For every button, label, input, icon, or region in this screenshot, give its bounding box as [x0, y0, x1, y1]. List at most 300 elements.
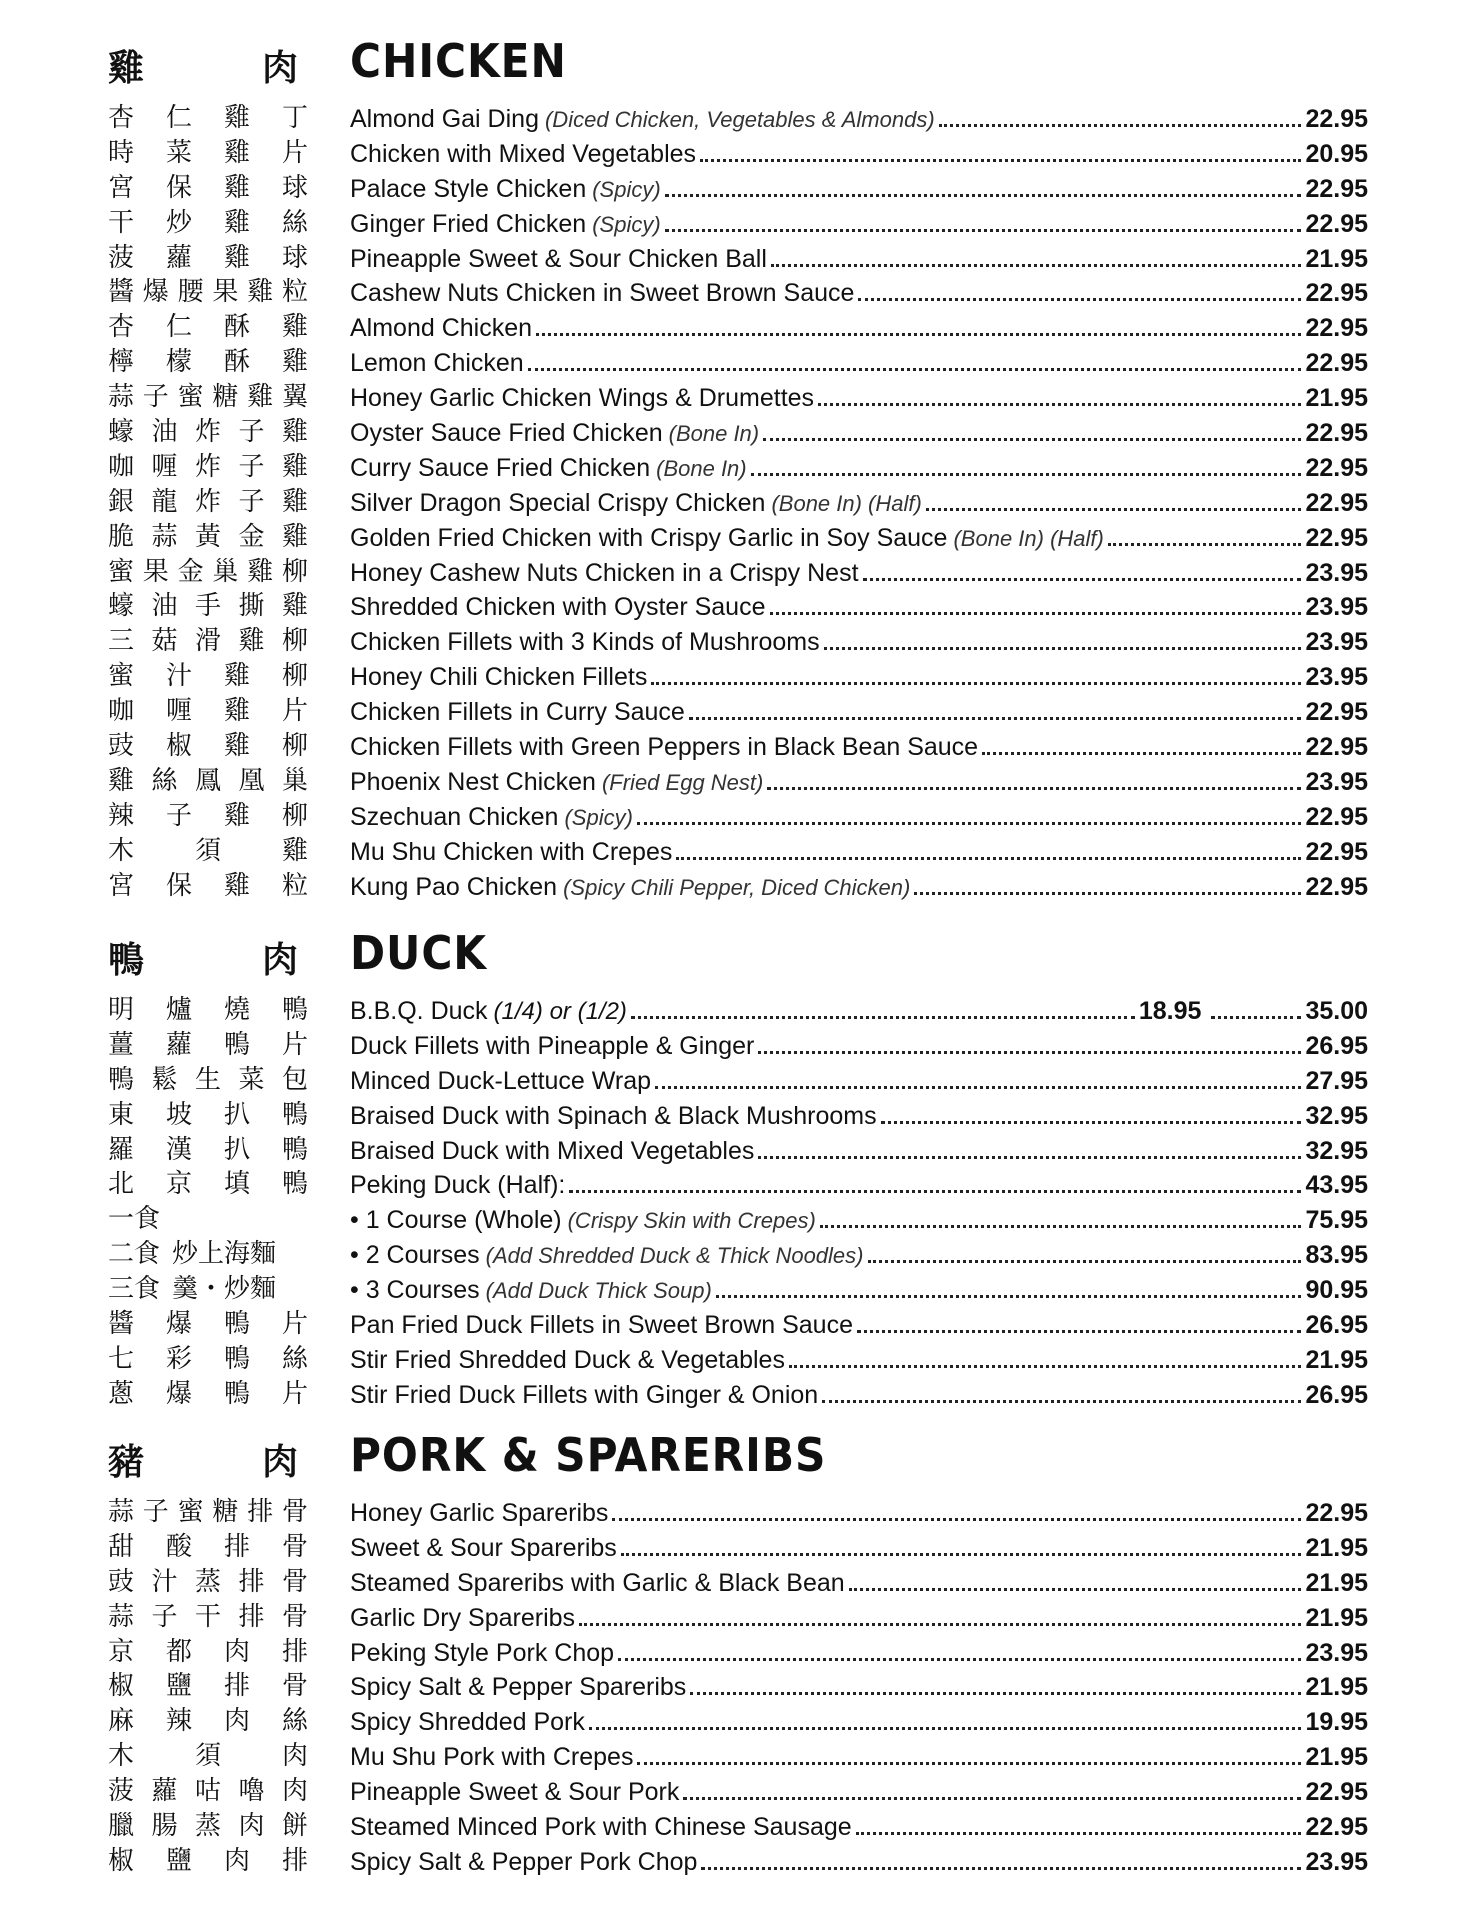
- list-item: [0, 1738, 1484, 1773]
- zh-char: 蒜: [108, 1497, 135, 1527]
- item-note: (Bone In) (Half): [953, 525, 1104, 551]
- item-note: (1/4) or (1/2): [493, 998, 627, 1025]
- list-item: [0, 693, 1484, 728]
- zh-char: 排: [238, 1601, 265, 1632]
- leader-dots: [926, 508, 1302, 511]
- item-price: 20.95: [1305, 139, 1368, 168]
- zh-char: 保: [165, 870, 192, 901]
- leader-dots: [655, 1086, 1301, 1089]
- item-en: [350, 139, 1368, 169]
- zh-char: 絲: [151, 765, 178, 796]
- item-name: B.B.Q. Duck: [350, 997, 488, 1025]
- zh-char: 雞: [223, 661, 250, 692]
- item-en: [350, 1310, 1368, 1340]
- item-note: (Fried Egg Nest): [601, 769, 764, 795]
- item-en: [350, 1380, 1368, 1410]
- item-note: (Bone In): [668, 421, 760, 447]
- zh-char: 糖: [212, 1497, 239, 1527]
- zh-char: 肉: [223, 1706, 250, 1737]
- list-item: [0, 992, 1484, 1027]
- zh-char: 鴨: [108, 1064, 135, 1095]
- item-name: Kung Pao Chicken: [350, 872, 558, 901]
- item-name: Golden Fried Chicken with Crispy Garlic in Soy Sauce: [350, 523, 948, 552]
- item-price: 23.95: [1305, 663, 1368, 692]
- zh-char: 子: [238, 417, 265, 448]
- chicken-zh-title-char: 肉: [261, 47, 298, 89]
- zh-char: 甜: [108, 1531, 135, 1562]
- item-price: 22.95: [1305, 733, 1368, 762]
- zh-char: 肉: [223, 1845, 250, 1876]
- list-item: [0, 554, 1484, 589]
- item-name: Garlic Dry Spareribs: [350, 1603, 576, 1632]
- zh-char: 油: [151, 417, 178, 448]
- zh-char: 菜: [238, 1064, 265, 1095]
- zh-char: 銀: [108, 486, 135, 517]
- zh-char: 骨: [281, 1601, 308, 1632]
- zh-char: 果: [142, 556, 169, 587]
- list-item: [0, 379, 1484, 414]
- item-name: Stir Fried Shredded Duck & Vegetables: [350, 1345, 785, 1374]
- list-item: [0, 1271, 1484, 1306]
- item-en: [350, 1205, 1368, 1236]
- zh-char: 椒: [108, 1845, 135, 1876]
- zh-char: 片: [281, 1378, 308, 1409]
- zh-char: 臘: [108, 1811, 135, 1842]
- zh-char: 雞: [247, 382, 274, 413]
- zh-char: 絲: [281, 1706, 308, 1737]
- zh-char: 酸: [165, 1531, 192, 1562]
- leader-dots: [579, 1623, 1301, 1626]
- zh-char: 雞: [281, 451, 308, 482]
- item-en: [350, 1170, 1368, 1200]
- zh-char: 二食: [108, 1239, 161, 1270]
- zh-char: 柳: [281, 800, 308, 831]
- item-zh-name: [108, 138, 308, 168]
- item-name: • 2 Courses: [350, 1241, 480, 1270]
- list-item: [0, 240, 1484, 275]
- zh-char: 金: [238, 521, 265, 552]
- item-zh-name: [108, 1065, 308, 1095]
- chicken-list: [0, 100, 1484, 902]
- zh-char: 京: [108, 1636, 135, 1667]
- item-price: 21.95: [1305, 1568, 1368, 1597]
- item-zh-name: [108, 626, 308, 656]
- zh-char: 爆: [165, 1378, 192, 1409]
- zh-char: 蜜: [177, 382, 204, 413]
- item-zh-name: [108, 661, 308, 691]
- item-price: 22.95: [1305, 419, 1368, 448]
- zh-char: 仁: [165, 312, 192, 343]
- zh-char: 七: [108, 1343, 135, 1374]
- item-price-half: 35.00: [1305, 997, 1368, 1025]
- zh-char: 排: [223, 1671, 250, 1702]
- item-price: 22.95: [1305, 698, 1368, 727]
- item-price: 23.95: [1305, 767, 1368, 796]
- duck-items: [0, 1027, 1484, 1411]
- item-en: [350, 872, 1368, 903]
- list-item: [0, 588, 1484, 623]
- list-item: [0, 1808, 1484, 1843]
- zh-char: 雞: [281, 486, 308, 517]
- list-item: [0, 1376, 1484, 1411]
- zh-char: 片: [281, 1309, 308, 1340]
- leader-dots: [822, 1400, 1301, 1403]
- zh-char: 肉: [281, 1741, 308, 1772]
- zh-char: 菇: [151, 626, 178, 657]
- item-price: 21.95: [1305, 384, 1368, 413]
- zh-char: 柳: [281, 556, 308, 587]
- item-zh-name: [108, 1741, 308, 1771]
- item-en: [350, 523, 1368, 554]
- item-name: Pan Fried Duck Fillets in Sweet Brown Sauce: [350, 1311, 853, 1340]
- zh-char: 汁: [165, 661, 192, 692]
- item-name: Chicken Fillets with 3 Kinds of Mushrooms: [350, 628, 820, 657]
- item-name: Szechuan Chicken: [350, 802, 559, 831]
- zh-char: 菠: [108, 1776, 135, 1807]
- leader-dots: [631, 1016, 1135, 1019]
- leader-dots: [689, 717, 1302, 720]
- pork-list: [0, 1494, 1484, 1878]
- zh-char: 黃: [194, 521, 221, 552]
- zh-char: 喱: [165, 696, 192, 727]
- list-item: [0, 170, 1484, 205]
- zh-char: 蒜: [108, 382, 135, 413]
- leader-dots: [637, 822, 1302, 825]
- zh-char: 蘿: [165, 1029, 192, 1060]
- zh-char: 醬: [108, 277, 135, 308]
- item-en: [350, 1847, 1368, 1877]
- zh-char: 雞: [281, 347, 308, 378]
- zh-char: 凰: [238, 765, 265, 796]
- item-name: Sweet & Sour Spareribs: [350, 1533, 617, 1562]
- item-en: [350, 174, 1368, 205]
- item-zh-name: [108, 312, 308, 342]
- item-en: [350, 1136, 1368, 1166]
- zh-char: 北: [108, 1169, 135, 1200]
- zh-char: 蔥: [108, 1378, 135, 1409]
- item-name: Steamed Spareribs with Garlic & Black Bean: [350, 1568, 845, 1597]
- leader-dots: [763, 438, 1301, 441]
- item-name: Spicy Salt & Pepper Pork Chop: [350, 1847, 698, 1876]
- zh-char: 鴨: [281, 1134, 308, 1165]
- chicken-zh-title: [108, 40, 298, 91]
- zh-char: 腰: [177, 277, 204, 308]
- zh-char: 蜜: [108, 556, 135, 587]
- zh-char: 雞: [281, 312, 308, 343]
- leader-dots: [881, 1121, 1302, 1124]
- list-item: [0, 623, 1484, 658]
- item-name: Braised Duck with Spinach & Black Mushrooms: [350, 1101, 877, 1130]
- zh-char: 蜜: [108, 661, 135, 692]
- zh-char: 檸: [108, 347, 135, 378]
- zh-char: 炒上海麵: [172, 1239, 277, 1270]
- item-en: [350, 697, 1368, 727]
- item-en: [350, 627, 1368, 657]
- leader-dots: [701, 1867, 1301, 1870]
- item-en: [350, 1742, 1368, 1772]
- list-item: [0, 519, 1484, 554]
- zh-char: 巢: [281, 765, 308, 796]
- item-en: [350, 662, 1368, 692]
- item-price: 22.95: [1305, 174, 1368, 203]
- item-zh-name: [108, 452, 308, 482]
- zh-char: 豉: [108, 1566, 135, 1597]
- zh-char: 咕: [194, 1776, 221, 1807]
- item-zh-name: [108, 1135, 308, 1165]
- duck-en-title: DUCK: [350, 926, 488, 980]
- item-zh-name: [108, 1637, 308, 1667]
- list-item: [0, 1341, 1484, 1376]
- zh-char: 排: [238, 1566, 265, 1597]
- list-item: [0, 1494, 1484, 1529]
- zh-char: 雞: [281, 521, 308, 552]
- list-item: [0, 833, 1484, 868]
- item-zh-name: [108, 1567, 308, 1597]
- item-zh-name: [108, 487, 308, 517]
- leader-dots: [621, 1553, 1302, 1556]
- leader-dots: [569, 1190, 1301, 1193]
- list-item: [0, 1166, 1484, 1201]
- zh-char: 三食: [108, 1274, 161, 1305]
- zh-char: 雞: [223, 172, 250, 203]
- zh-char: 汁: [151, 1566, 178, 1597]
- leader-dots: [771, 264, 1302, 267]
- leader-dots: [665, 229, 1302, 232]
- leader-dots: [758, 1156, 1301, 1159]
- item-zh-name: [108, 382, 308, 412]
- zh-char: 子: [151, 1601, 178, 1632]
- zh-char: 菠: [108, 242, 135, 273]
- item-en: [350, 1707, 1368, 1737]
- leader-dots: [868, 1260, 1302, 1263]
- zh-char: 雞: [281, 417, 308, 448]
- zh-char: 骨: [281, 1497, 308, 1527]
- zh-char: 蒸: [194, 1811, 221, 1842]
- zh-char: 須: [194, 1741, 221, 1772]
- item-price: 22.95: [1305, 488, 1368, 517]
- pork-zh-title: [108, 1434, 298, 1485]
- item-name: Duck Fillets with Pineapple & Ginger: [350, 1031, 755, 1060]
- item-name: Stir Fried Duck Fillets with Ginger & Onion: [350, 1380, 819, 1409]
- item-name: Almond Gai Ding: [350, 105, 539, 133]
- item-price: 22.95: [1305, 209, 1368, 238]
- zh-char: 仁: [165, 103, 192, 133]
- item-price: 26.95: [1305, 1311, 1368, 1340]
- zh-char: 片: [281, 696, 308, 727]
- item-zh-name: [108, 1100, 308, 1130]
- zh-char: 鬆: [151, 1064, 178, 1095]
- item-zh-name: [108, 557, 308, 587]
- chicken-zh-title-char: 雞: [108, 47, 145, 89]
- zh-char: 坡: [165, 1099, 192, 1130]
- zh-char: 子: [142, 382, 169, 413]
- leader-dots: [856, 1832, 1302, 1835]
- zh-char: 干: [108, 207, 135, 238]
- zh-char: 鴨: [281, 1169, 308, 1200]
- item-price: 21.95: [1305, 244, 1368, 273]
- zh-char: 雞: [223, 731, 250, 762]
- zh-char: 排: [281, 1636, 308, 1667]
- item-zh-name: [108, 208, 308, 238]
- zh-char: 炸: [194, 417, 221, 448]
- leader-dots: [820, 1225, 1302, 1228]
- zh-char: 麻: [108, 1706, 135, 1737]
- item-zh-name: [108, 871, 308, 901]
- zh-char: 肉: [238, 1811, 265, 1842]
- item-en: [350, 1066, 1368, 1096]
- leader-dots: [914, 892, 1301, 895]
- item-zh-name: [108, 173, 308, 203]
- zh-char: 彩: [165, 1343, 192, 1374]
- item-price: 22.95: [1305, 837, 1368, 866]
- item-price: 21.95: [1305, 1673, 1368, 1702]
- item-zh-name: [108, 1706, 308, 1736]
- item-price: 22.95: [1305, 279, 1368, 308]
- list-item: [0, 274, 1484, 309]
- leader-dots: [770, 612, 1302, 615]
- item-price: 21.95: [1305, 1743, 1368, 1772]
- zh-char: 木: [108, 1741, 135, 1772]
- item-en: [350, 348, 1368, 378]
- item-zh-name: [108, 1309, 308, 1339]
- item-en: [350, 1777, 1368, 1807]
- zh-char: 漢: [165, 1134, 192, 1165]
- item-name: Curry Sauce Fried Chicken: [350, 453, 651, 482]
- list-item: [0, 1843, 1484, 1878]
- zh-char: 炸: [194, 451, 221, 482]
- item-zh-name: [108, 1344, 308, 1374]
- zh-char: 柳: [281, 731, 308, 762]
- leader-dots: [612, 1518, 1301, 1521]
- item-zh-name: [108, 417, 308, 447]
- item-en: [350, 767, 1368, 798]
- zh-char: 粒: [281, 870, 308, 901]
- item-en: [350, 1568, 1368, 1598]
- item-en: [350, 244, 1368, 274]
- duck-zh-title-char: 鴨: [108, 939, 145, 981]
- item-name: Oyster Sauce Fried Chicken: [350, 419, 663, 448]
- zh-char: 鴨: [223, 1378, 250, 1409]
- zh-char: 雞: [223, 137, 250, 168]
- list-item: [0, 1564, 1484, 1599]
- zh-char: 羅: [108, 1134, 135, 1165]
- zh-char: 保: [165, 172, 192, 203]
- item-en: [350, 732, 1368, 762]
- leader-dots: [858, 298, 1301, 301]
- zh-char: 雞: [223, 242, 250, 273]
- leader-dots: [528, 368, 1302, 371]
- zh-char: 肉: [281, 1776, 308, 1807]
- duck-list: [0, 992, 1484, 1411]
- item-price: 23.95: [1305, 1847, 1368, 1876]
- item-en: [350, 558, 1368, 588]
- list-item: [0, 100, 1484, 135]
- zh-char: 填: [223, 1169, 250, 1200]
- item-en: [350, 278, 1368, 308]
- list-item: [0, 763, 1484, 798]
- zh-char: 雞: [281, 835, 308, 866]
- zh-char: 宮: [108, 870, 135, 901]
- item-name: Braised Duck with Mixed Vegetables: [350, 1136, 755, 1165]
- list-item: [0, 1132, 1484, 1167]
- zh-char: 杏: [108, 312, 135, 343]
- item-name: Phoenix Nest Chicken: [350, 767, 596, 796]
- list-item: [0, 1599, 1484, 1634]
- zh-char: 鹽: [165, 1671, 192, 1702]
- item-price: 22.95: [1305, 314, 1368, 343]
- item-zh-name: [108, 1776, 308, 1806]
- zh-char: 肉: [223, 1636, 250, 1667]
- item-price: 21.95: [1305, 1603, 1368, 1632]
- zh-char: 片: [281, 137, 308, 168]
- leader-dots: [716, 1295, 1302, 1298]
- item-price: 22.95: [1305, 1499, 1368, 1527]
- zh-char: 手: [194, 591, 221, 622]
- item-note: (Bone In) (Half): [771, 490, 922, 516]
- list-item: [0, 205, 1484, 240]
- item-name: Peking Style Pork Chop: [350, 1638, 615, 1667]
- list-item: [0, 1773, 1484, 1808]
- zh-char: 鴨: [223, 1029, 250, 1060]
- zh-char: 一食: [108, 1204, 161, 1235]
- leader-dots: [758, 1051, 1301, 1054]
- item-price: 22.95: [1305, 802, 1368, 831]
- zh-char: 爆: [142, 277, 169, 308]
- leader-dots: [637, 1762, 1301, 1765]
- zh-char: 球: [281, 172, 308, 203]
- item-note: (Crispy Skin with Crepes): [567, 1208, 816, 1234]
- duck-zh-title: [108, 932, 298, 983]
- zh-char: 蒜: [151, 521, 178, 552]
- item-price: 23.95: [1305, 593, 1368, 622]
- item-note: (Add Duck Thick Soup): [485, 1278, 712, 1304]
- zh-char: 杏: [108, 103, 135, 133]
- chicken-header: [0, 34, 1484, 89]
- item-note: (Add Shredded Duck & Thick Noodles): [485, 1243, 864, 1269]
- zh-char: 骨: [281, 1566, 308, 1597]
- item-zh-name: [108, 243, 308, 273]
- list-item: [0, 1027, 1484, 1062]
- zh-char: 雞: [247, 556, 274, 587]
- item-en: [350, 1345, 1368, 1375]
- pork-zh-title-char: 豬: [108, 1441, 145, 1483]
- item-zh-name: [108, 801, 308, 831]
- item-en: [350, 837, 1368, 867]
- list-item: [0, 1529, 1484, 1564]
- item-price: 27.95: [1305, 1066, 1368, 1095]
- item-name: Spicy Salt & Pepper Spareribs: [350, 1673, 687, 1702]
- zh-char: 燒: [223, 995, 250, 1025]
- item-zh-name: [108, 1811, 308, 1841]
- item-en: [350, 488, 1368, 519]
- item-price: 21.95: [1305, 1345, 1368, 1374]
- item-en: [350, 1812, 1368, 1842]
- item-price: 22.95: [1305, 453, 1368, 482]
- item-name: Honey Cashew Nuts Chicken in a Crispy Nest: [350, 558, 859, 587]
- leader-dots: [536, 333, 1301, 336]
- zh-char: 骨: [281, 1671, 308, 1702]
- item-name: Spicy Shredded Pork: [350, 1708, 585, 1737]
- item-zh-name: [108, 995, 308, 1025]
- zh-char: 爐: [165, 995, 192, 1025]
- duck-header: [0, 926, 1484, 981]
- leader-dots: [676, 857, 1301, 860]
- leader-dots: [982, 752, 1301, 755]
- zh-char: 子: [238, 451, 265, 482]
- item-name: Chicken Fillets with Green Peppers in Black Bean Sauce: [350, 733, 979, 762]
- zh-char: 絲: [281, 1343, 308, 1374]
- list-item: [0, 658, 1484, 693]
